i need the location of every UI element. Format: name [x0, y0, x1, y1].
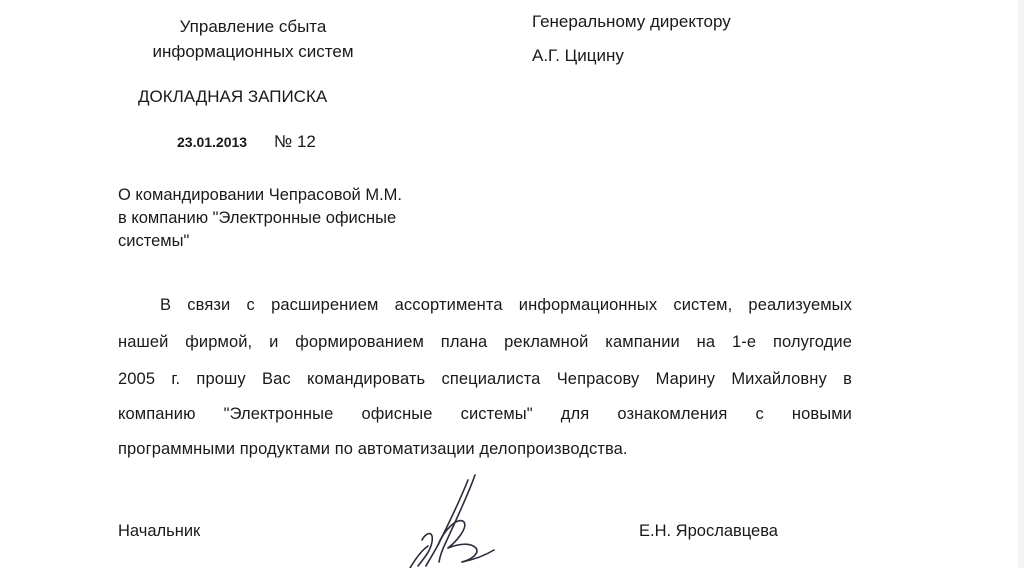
subject-line2: в компанию "Электронные офисные: [118, 209, 397, 227]
subject-line1: О командировании Чепрасовой М.М.: [118, 186, 403, 204]
document-number: № 12: [274, 132, 316, 151]
body-line-1: В связи с расширением ассортимента информационных систем, реализуемых: [160, 296, 852, 314]
subject-line3: системы": [118, 232, 190, 250]
body-line-3: 2005 г. прошу Вас командировать специалиста Чепрасову Марину Михайловну в: [118, 370, 852, 388]
signer-name: Е.Н. Ярославцева: [639, 522, 778, 540]
addressee-position: Генеральному директору: [532, 12, 731, 31]
signer-position: Начальник: [118, 522, 201, 540]
body-line-2: нашей фирмой, и формированием плана рекламной кампании на 1-е полугодие: [118, 333, 852, 351]
document-title: ДОКЛАДНАЯ ЗАПИСКА: [138, 87, 328, 106]
body-line-4: компанию "Электронные офисные системы" для ознакомления с новыми: [118, 405, 852, 423]
scan-edge: [1018, 0, 1024, 568]
sender-department-line2: информационных систем: [152, 42, 354, 61]
document-date: 23.01.2013: [177, 134, 248, 150]
sender-department-line1: Управление сбыта: [179, 17, 327, 36]
body-line-5: программными продуктами по автоматизации делопроизводства.: [118, 440, 628, 458]
addressee-name: А.Г. Цицину: [532, 46, 624, 65]
handwritten-signature: [398, 470, 508, 568]
